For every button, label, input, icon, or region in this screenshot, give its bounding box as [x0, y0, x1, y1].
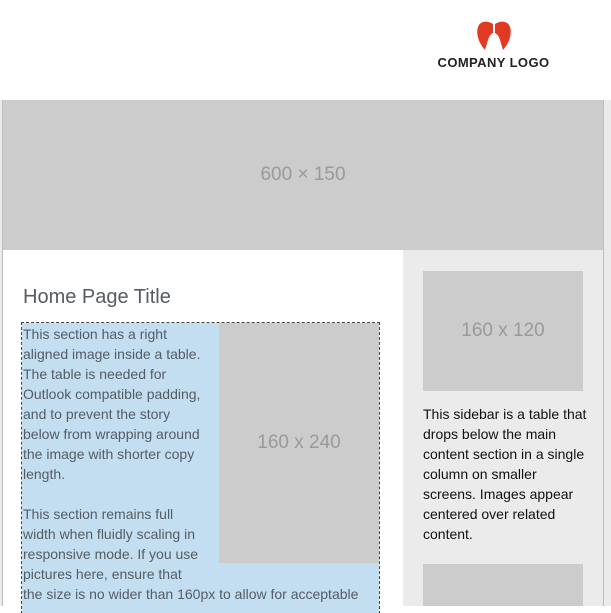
- story-paragraph-full: the size is no wider than 160px to allow for acceptable: [23, 586, 359, 602]
- page-title: Home Page Title: [23, 286, 171, 308]
- company-logo-icon: [474, 20, 514, 52]
- sidebar-text: This sidebar is a table that drops below the main content section in a single column on smaller screens. Images appear centered over related content.: [423, 406, 587, 542]
- story-text: [23, 324, 379, 604]
- hero-placeholder-label: 600 × 150: [260, 164, 346, 185]
- story-paragraph: [23, 504, 379, 604]
- main-content: [3, 250, 403, 606]
- sidebar-image-label: 160 x 120: [461, 320, 545, 341]
- company-logo-text: COMPANY LOGO: [437, 55, 550, 70]
- story-image-label: 160 x 240: [257, 432, 341, 453]
- sidebar-image-placeholder: [423, 271, 583, 391]
- story-paragraph-wrapped: This section remains full width when fluidly scaling in responsive mode. If you use pictures here, ensure that: [23, 506, 199, 582]
- frame-right-border: [603, 100, 604, 606]
- story-paragraph: This section has a right aligned image inside a table. The table is needed for Outlook compatible padding, and to prevent the story below from wrapping around the image with shorter copy length.: [23, 326, 201, 482]
- company-logo[interactable]: [431, 20, 556, 70]
- sidebar-image-placeholder-2: [423, 564, 583, 606]
- hero-image-placeholder: [3, 100, 603, 250]
- story-section: [22, 323, 379, 613]
- email-header: [0, 0, 611, 100]
